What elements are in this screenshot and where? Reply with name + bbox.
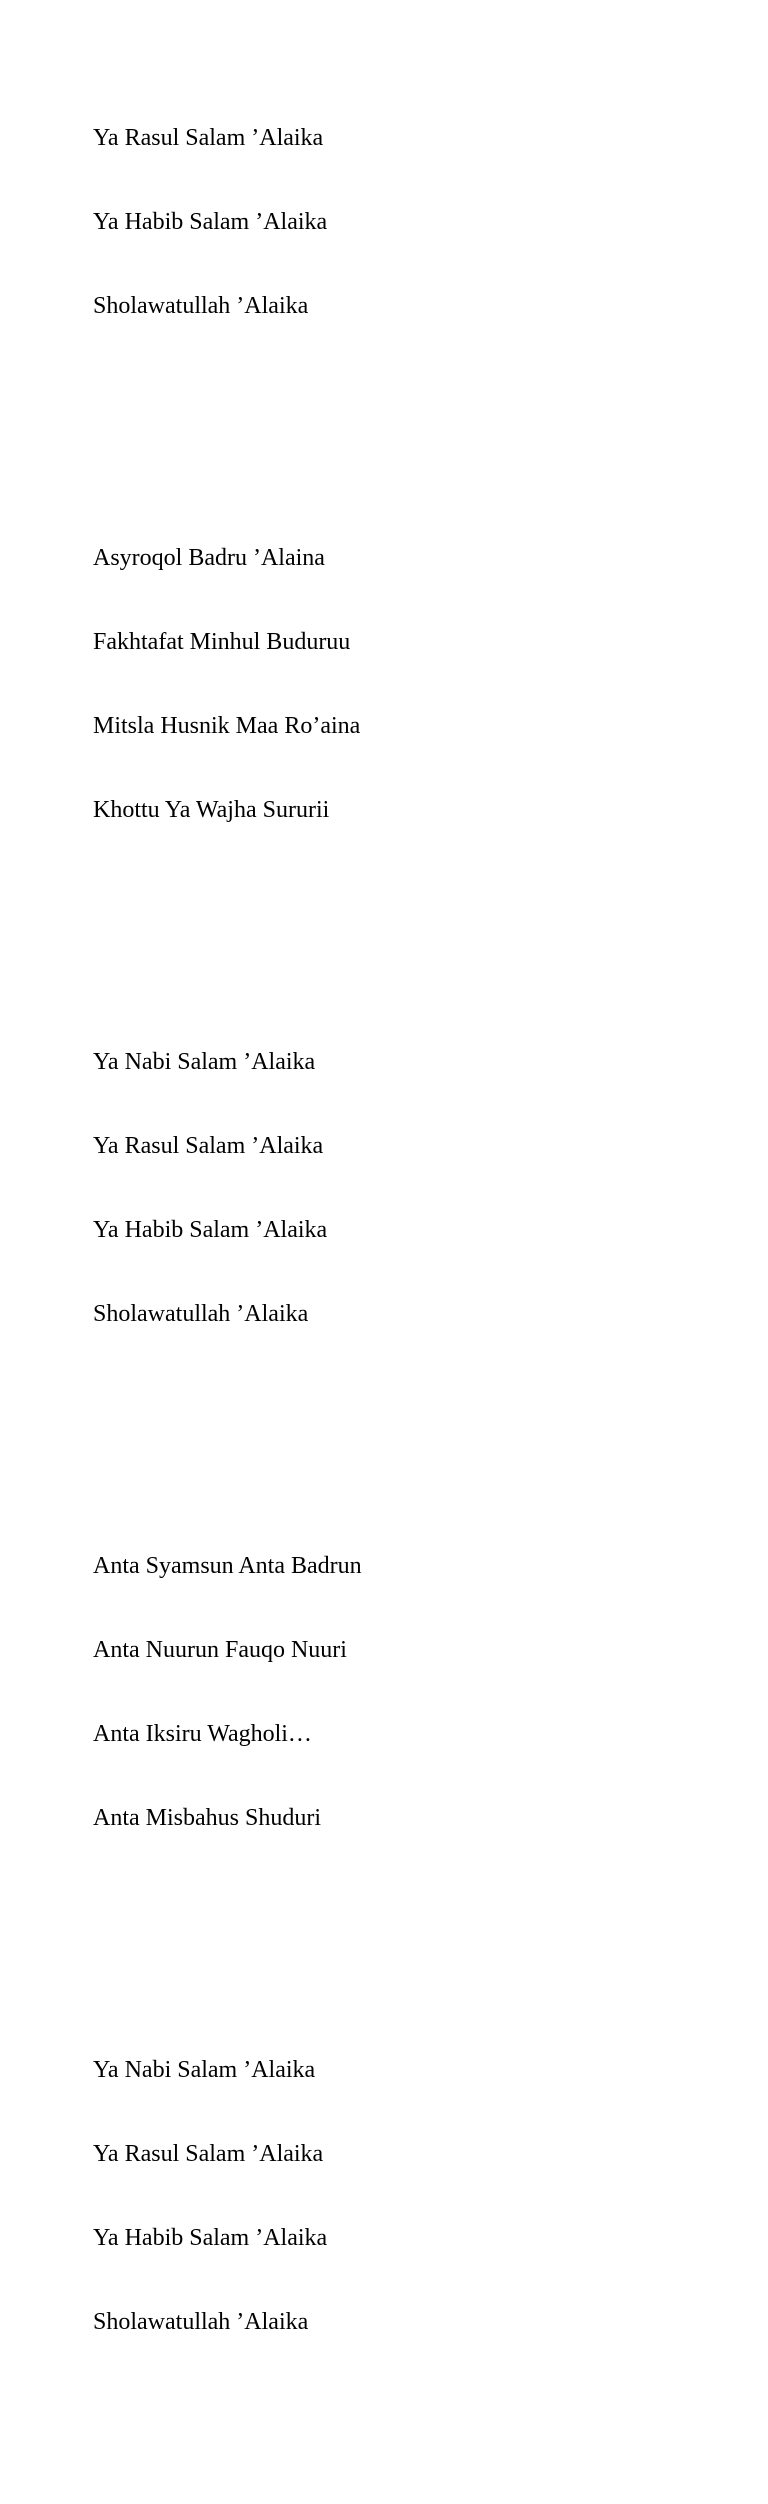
stanza-3 — [93, 992, 362, 1384]
stanza-4 — [93, 1496, 362, 1888]
lyric-line: Asyroqol Badru ’Alaina — [93, 545, 325, 571]
lyric-line: Anta Nuurun Fauqo Nuuri — [93, 1637, 347, 1663]
lyric-line: Sholawatullah ’Alaika — [93, 2309, 309, 2335]
lyric-line: Ya Habib Salam ’Alaika — [93, 1217, 328, 1243]
lyric-line: Sholawatullah ’Alaika — [93, 1301, 309, 1327]
lyric-line: Ya Rasul Salam ’Alaika — [93, 2141, 324, 2167]
lyric-line: Ya Nabi Salam ’Alaika — [93, 1049, 316, 1075]
lyric-line: Ya Rasul Salam ’Alaika — [93, 125, 324, 151]
lyric-line: Ya Rasul Salam ’Alaika — [93, 1133, 324, 1159]
lyrics-text — [93, 0, 362, 2504]
lyric-line: Mitsla Husnik Maa Ro’aina — [93, 713, 361, 739]
lyric-line: Anta Syamsun Anta Badrun — [93, 1553, 362, 1579]
lyric-line: Khottu Ya Wajha Sururii — [93, 797, 330, 823]
lyric-line: Anta Misbahus Shuduri — [93, 1805, 321, 1831]
lyric-line: Anta Iksiru Wagholi… — [93, 1721, 312, 1747]
stanza-1 — [93, 68, 362, 376]
lyric-line: Ya Nabi Salam ’Alaika — [93, 2057, 316, 2083]
lyric-line: Ya Habib Salam ’Alaika — [93, 209, 328, 235]
stanza-2 — [93, 488, 362, 880]
lyric-line: Sholawatullah ’Alaika — [93, 293, 309, 319]
lyric-line: Ya Habib Salam ’Alaika — [93, 2225, 328, 2251]
lyric-line: Fakhtafat Minhul Buduruu — [93, 629, 351, 655]
stanza-5 — [93, 2000, 362, 2392]
